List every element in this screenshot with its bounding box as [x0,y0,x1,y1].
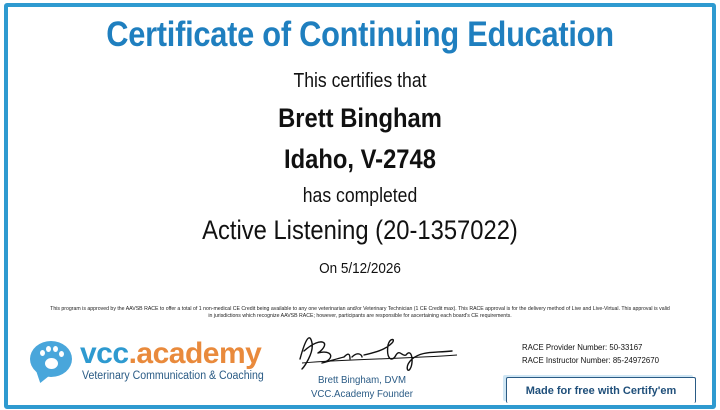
race-disclaimer: This program is approved by the AAVSB RACE to offer a total of 1 non-medical CE Credit being available to any one veterinarian and/or Veterinary Technician (1 CE Credit max). This RACE approval is for the delivery method of Live and Live-Virtual. This approval is valid in jurisdictions which recognize AAVSB RACE; however, participants are responsible for ascertaining each board's CE requirements. [50,306,670,319]
signer-role: VCC.Academy Founder [310,388,414,400]
logo-vcc-text: vcc [80,337,129,370]
certifyem-badge-link[interactable]: Made for free with Certify'em [506,377,696,403]
completed-text: has completed [302,185,418,207]
completion-date: On 5/12/2026 [319,260,401,277]
certificate-frame [4,3,716,409]
paw-speech-bubble-icon [30,341,72,377]
signature-image [292,329,462,375]
certifies-text: This certifies that [293,70,427,92]
logo-subtitle: Veterinary Communication & Coaching [82,370,264,382]
recipient-name: Brett Bingham [278,103,442,133]
vcc-academy-logo [30,337,280,387]
logo-dot-text: . [128,337,137,370]
signer-name: Brett Bingham, DVM [317,374,407,386]
certificate-title: Certificate of Continuing Education [106,15,614,54]
race-provider-number: RACE Provider Number: 50-33167 [522,342,643,352]
recipient-license: Idaho, V-2748 [284,144,436,174]
logo-academy-text: academy [136,337,262,370]
course-name: Active Listening (20-1357022) [202,215,518,245]
logo-wordmark [80,337,261,371]
race-instructor-number: RACE Instructor Number: 85-24972670 [522,355,659,365]
